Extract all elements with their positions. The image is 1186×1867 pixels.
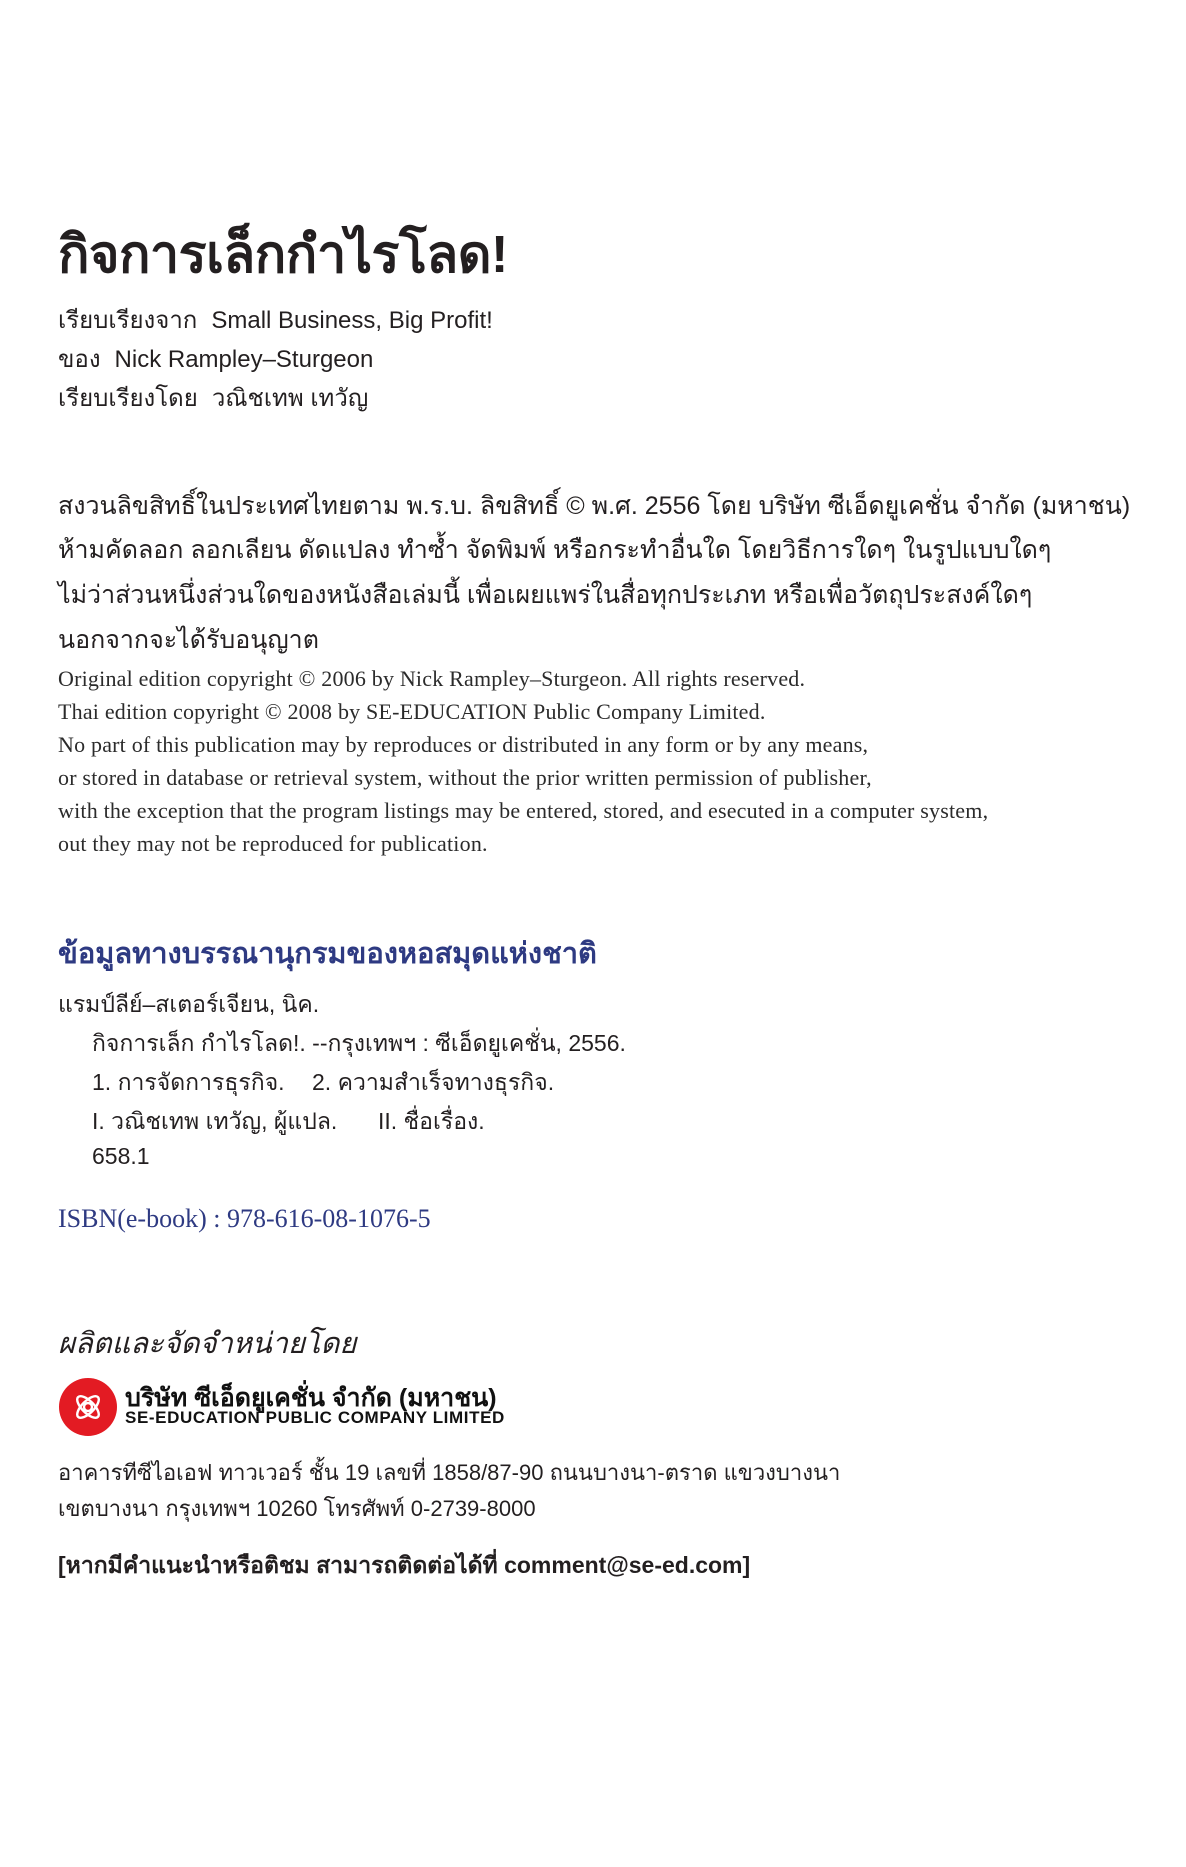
se-ed-logo-icon xyxy=(59,1378,117,1436)
cataloging-subject-1: 1. การจัดการธุรกิจ. xyxy=(92,1069,285,1095)
cataloging-heading: ข้อมูลทางบรรณานุกรมของหอสมุดแห่งชาติ xyxy=(58,938,597,970)
cataloging-subject-2: 2. ความสำเร็จทางธุรกิจ. xyxy=(312,1069,555,1095)
contact-note: [หากมีคำแนะนำหรือติชม สามารถติดต่อได้ที่ comment@se-ed.com] xyxy=(58,1552,751,1578)
distributor-heading: ผลิตและจัดจำหน่ายโดย xyxy=(58,1328,357,1360)
english-copyright-line: No part of this publication may by reproduces or distributed in any form or by any means, xyxy=(58,732,869,757)
thai-copyright-line: ห้ามคัดลอก ลอกเลียน ดัดแปลง ทำซ้ำ จัดพิมพ์ หรือกระทำอื่นใด โดยวิธีการใดๆ ในรูปแบบใดๆ xyxy=(58,536,1052,564)
credit-compiler xyxy=(58,378,368,417)
cataloging-added-entry-1: I. วณิชเทพ เทวัญ, ผู้แปล. xyxy=(92,1108,338,1134)
credit-source xyxy=(58,300,493,339)
credit-author-label: ของ xyxy=(58,346,101,373)
cataloging-publication: กิจการเล็ก กำไรโลด!. --กรุงเทพฯ : ซีเอ็ดยูเคชั่น, 2556. xyxy=(92,1030,626,1056)
english-copyright-line: Original edition copyright © 2006 by Nick Rampley–Sturgeon. All rights reserved. xyxy=(58,666,806,691)
cataloging-class-number: 658.1 xyxy=(92,1143,150,1169)
company-name-thai: บริษัท ซีเอ็ดยูเคชั่น จำกัด (มหาชน) xyxy=(125,1384,497,1412)
cataloging-author: แรมป์ลีย์–สเตอร์เจียน, นิค. xyxy=(58,991,320,1017)
company-name-english: SE-EDUCATION PUBLIC COMPANY LIMITED xyxy=(125,1408,505,1427)
english-copyright-line: or stored in database or retrieval system, without the prior written permission of publisher, xyxy=(58,765,872,790)
english-copyright-line: Thai edition copyright © 2008 by SE-EDUCATION Public Company Limited. xyxy=(58,699,766,724)
credit-author-value: Nick Rampley–Sturgeon xyxy=(114,346,374,373)
thai-copyright-line: นอกจากจะได้รับอนุญาต xyxy=(58,626,319,654)
isbn: ISBN(e-book) : 978-616-08-1076-5 xyxy=(58,1204,431,1233)
cataloging-added-entry-2: II. ชื่อเรื่อง. xyxy=(378,1108,485,1134)
thai-copyright-line: สงวนลิขสิทธิ์ในประเทศไทยตาม พ.ร.บ. ลิขสิทธิ์ © พ.ศ. 2556 โดย บริษัท ซีเอ็ดยูเคชั่น จำกัด (มหาชน) xyxy=(58,492,1131,520)
book-title: กิจการเล็กกำไรโลด! xyxy=(58,226,508,284)
thai-copyright-line: ไม่ว่าส่วนหนึ่งส่วนใดของหนังสือเล่มนี้ เพื่อเผยแพร่ในสื่อทุกประเภท หรือเพื่อวัตถุประสงค์ใดๆ xyxy=(58,581,1033,609)
credit-source-value: Small Business, Big Profit! xyxy=(211,307,493,334)
address-line: อาคารทีซีไอเอฟ ทาวเวอร์ ชั้น 19 เลขที่ 1858/87-90 ถนนบางนา-ตราด แขวงบางนา xyxy=(58,1460,841,1485)
credit-compiler-label: เรียบเรียงโดย xyxy=(58,385,198,412)
credit-compiler-value: วณิชเทพ เทวัญ xyxy=(211,385,369,412)
english-copyright-line: with the exception that the program listings may be entered, stored, and esecuted in a computer system, xyxy=(58,798,989,823)
address-line: เขตบางนา กรุงเทพฯ 10260 โทรศัพท์ 0-2739-8000 xyxy=(58,1496,536,1521)
credit-source-label: เรียบเรียงจาก xyxy=(58,307,198,334)
credit-author xyxy=(58,339,373,378)
english-copyright-line: out they may not be reproduced for publication. xyxy=(58,831,488,856)
